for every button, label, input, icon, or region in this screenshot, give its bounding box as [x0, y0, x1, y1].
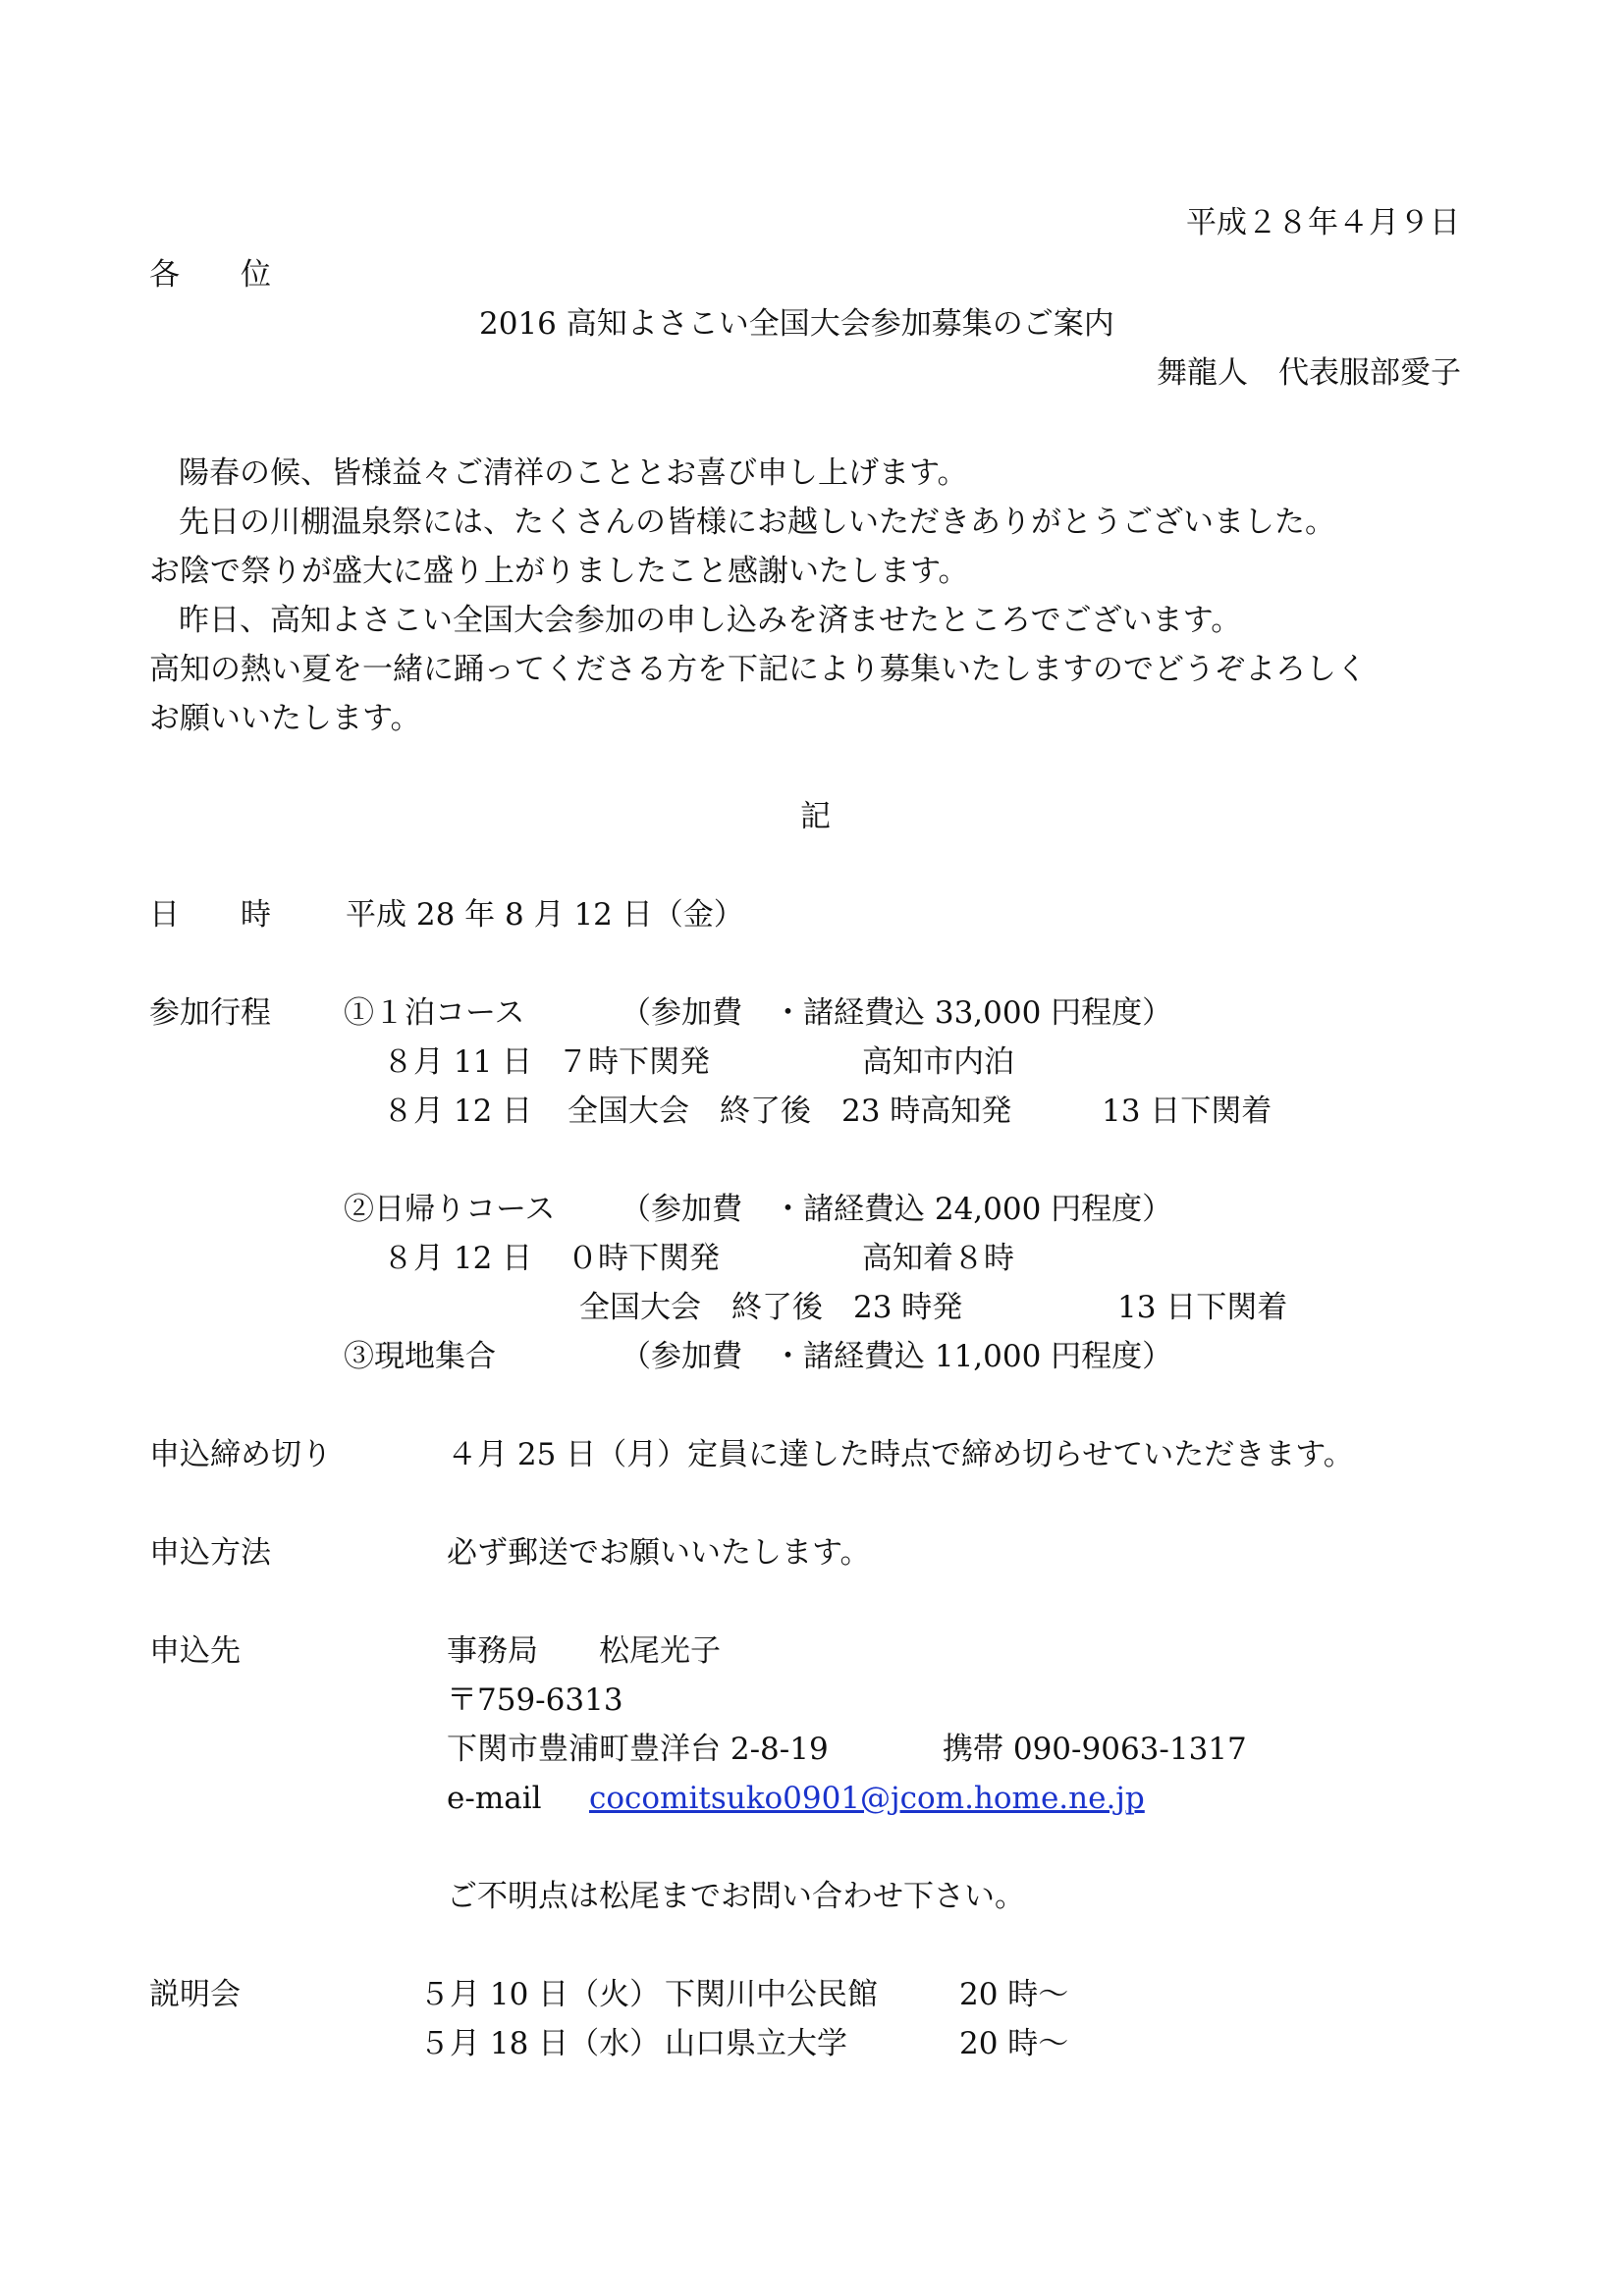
contact-email-label: e-mail — [447, 1781, 542, 1816]
addressee: 各 位 — [149, 257, 271, 293]
document-date: 平成２８年４月９日 — [1186, 205, 1460, 240]
greeting-line-5: 高知の熱い夏を一緒に踊ってくださる方を下記により募集いたしますのでどうぞよろしく — [149, 652, 1367, 687]
course2-fee: （参加費 ・諸経費込 24,000 円程度） — [621, 1192, 1173, 1227]
course2-row1-event: ０時下関発 — [568, 1241, 720, 1276]
briefing-session-2-time: 20 時～ — [959, 2026, 1069, 2061]
greeting-line-6: お願いいたします。 — [149, 701, 421, 736]
course2-row1-date: ８月 12 日 — [383, 1241, 533, 1276]
course1-row1-date: ８月 11 日 — [383, 1044, 533, 1080]
course2-row1-note: 高知着８時 — [862, 1241, 1014, 1276]
ki-heading: 記 — [800, 799, 831, 834]
contact-email-link[interactable]: cocomitsuko0901@jcom.home.ne.jp — [589, 1781, 1145, 1816]
contact-phone: 携帯 090-9063-1317 — [943, 1732, 1247, 1767]
course2-name: ②日帰りコース — [344, 1192, 556, 1227]
greeting-line-4: 昨日、高知よさこい全国大会参加の申し込みを済ませたところでございます。 — [179, 603, 1242, 638]
contact-address: 下関市豊浦町豊洋台 2-8-19 — [447, 1732, 829, 1767]
method-value: 必ず郵送でお願いいたします。 — [447, 1535, 871, 1571]
course1-row1-event: ７時下関発 — [558, 1044, 710, 1080]
briefing-session-2-place: 山口県立大学 — [665, 2026, 847, 2061]
method-label: 申込方法 — [149, 1535, 271, 1571]
contact-postal: 〒759-6313 — [447, 1682, 623, 1718]
course1-row2-date: ８月 12 日 — [383, 1094, 533, 1129]
sender: 舞龍人 代表服部愛子 — [1157, 355, 1461, 391]
course1-row1-note: 高知市内泊 — [862, 1044, 1014, 1080]
course3-name: ③現地集合 — [344, 1339, 496, 1374]
greeting-line-3: お陰で祭りが盛大に盛り上がりましたこと感謝いたします。 — [149, 554, 969, 589]
contact-inquiry: ご不明点は松尾までお問い合わせ下さい。 — [447, 1879, 1025, 1914]
course2-row2-event: 全国大会 終了後 23 時発 — [579, 1290, 963, 1325]
greeting-line-1: 陽春の候、皆様益々ご清祥のこととお喜び申し上げます。 — [179, 455, 968, 491]
itinerary-label: 参加行程 — [149, 995, 271, 1031]
course2-row2-note: 13 日下関着 — [1117, 1290, 1288, 1325]
briefing-session-1-place: 下関川中公民館 — [665, 1977, 878, 2012]
contact-label: 申込先 — [149, 1633, 241, 1669]
contact-office: 事務局 松尾光子 — [447, 1633, 721, 1669]
briefing-label: 説明会 — [149, 1977, 241, 2012]
course1-fee: （参加費 ・諸経費込 33,000 円程度） — [621, 995, 1173, 1031]
briefing-session-1-time: 20 時～ — [959, 1977, 1069, 2012]
briefing-session-1-date: ５月 10 日（火） — [419, 1977, 661, 2012]
deadline-value: ４月 25 日（月）定員に達した時点で締め切らせていただきます。 — [447, 1437, 1354, 1472]
deadline-label: 申込締め切り — [149, 1437, 332, 1472]
greeting-line-2: 先日の川棚温泉祭には、たくさんの皆様にお越しいただきありがとうございました。 — [179, 505, 1335, 540]
course1-row2-event: 全国大会 終了後 23 時高知発 — [568, 1094, 1012, 1129]
briefing-session-2-date: ５月 18 日（水） — [419, 2026, 661, 2061]
course3-fee: （参加費 ・諸経費込 11,000 円程度） — [621, 1339, 1173, 1374]
course1-name: ①１泊コース — [344, 995, 525, 1031]
document-title: 2016 高知よさこい全国大会参加募集のご案内 — [479, 306, 1114, 342]
datetime-value: 平成 28 年 8 月 12 日（金） — [346, 897, 744, 933]
course1-row2-note: 13 日下関着 — [1102, 1094, 1272, 1129]
datetime-label: 日 時 — [149, 897, 271, 933]
